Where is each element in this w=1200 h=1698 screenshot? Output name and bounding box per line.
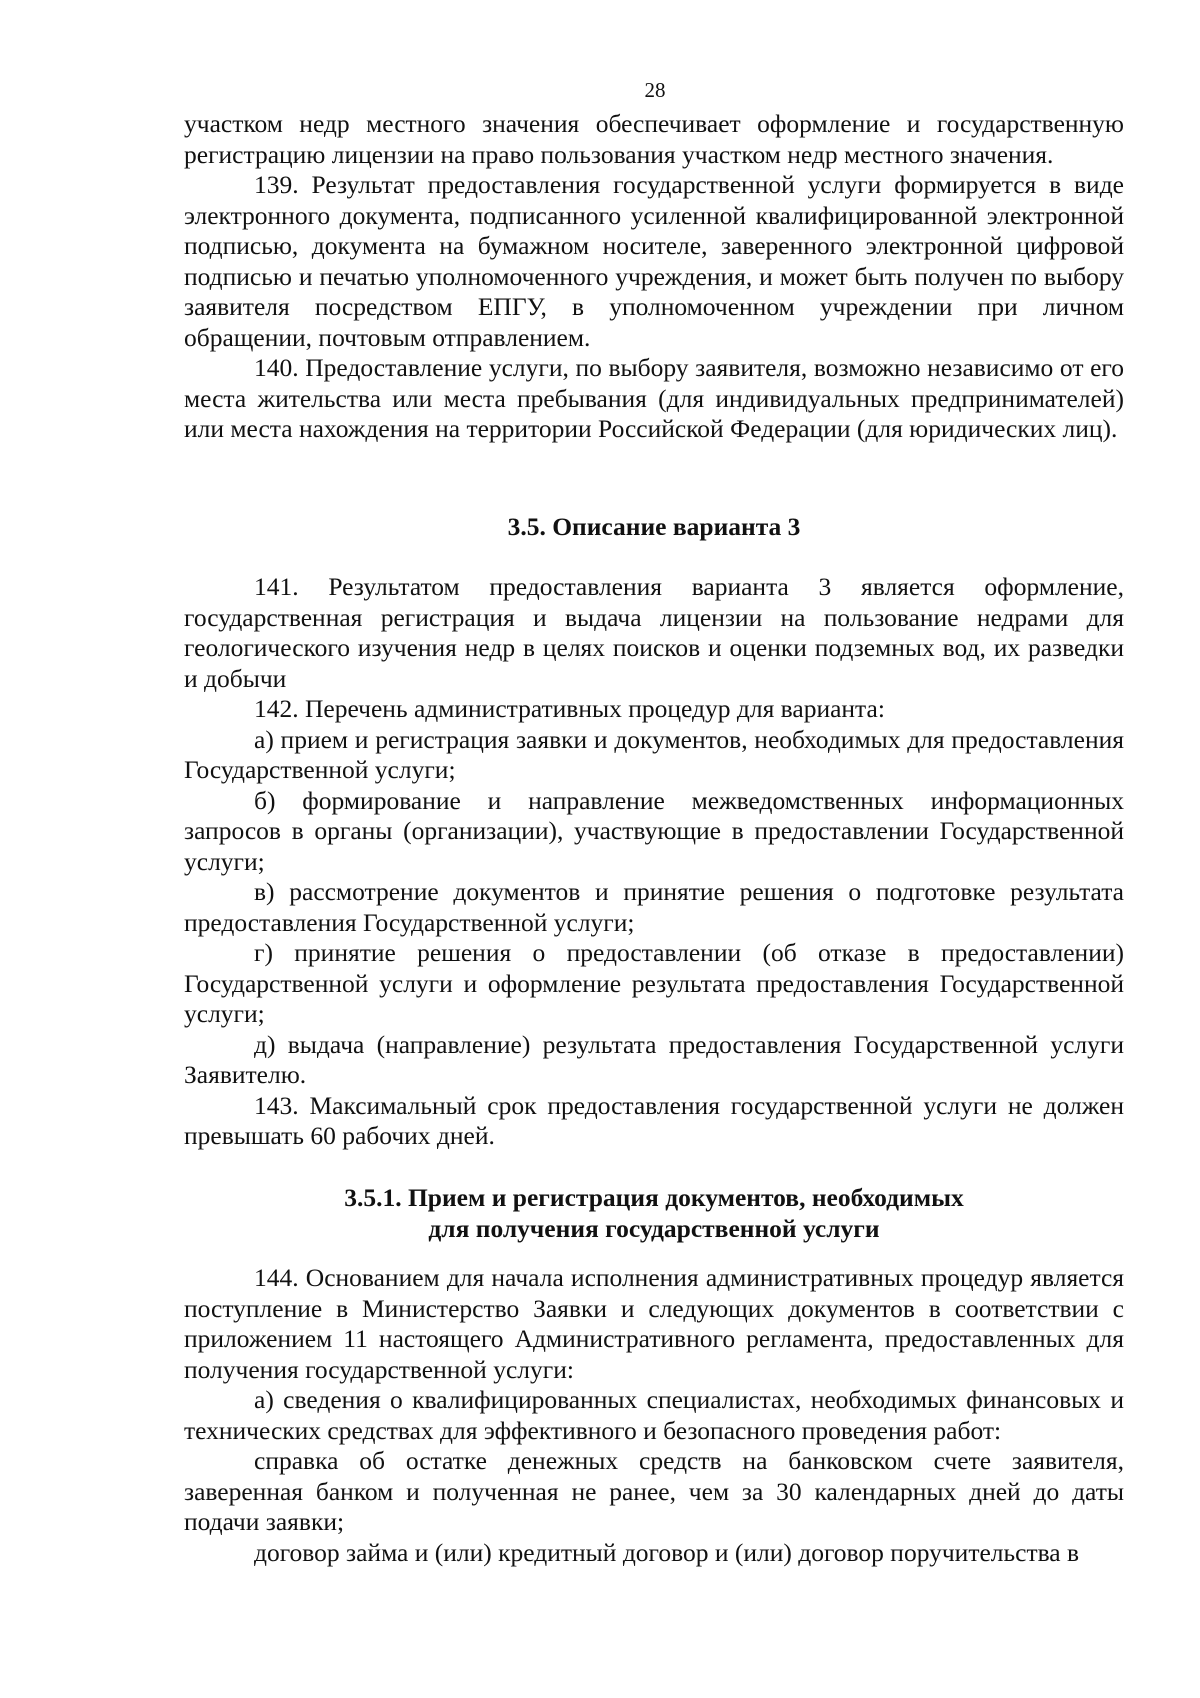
list-item-a: а) прием и регистрация заявки и документов, необходимых для предоставления Государственной услуги; [184,724,1124,784]
paragraph-140: 140. Предоставление услуги, по выбору заявителя, возможно независимо от его места жительства или места пребывания (для индивидуальных предпринимателей) или места нахождения на территории Российской Федерации (для юридических лиц). [184,353,1124,443]
heading-3-5-1 [184,1183,1124,1244]
paragraph-139: 139. Результат предоставления государственной услуги формируется в виде электронного документа, подписанного усиленной квалифицированной электронной подписью, документа на бумажном носителе, заверенного электронной цифровой подписью и печатью уполномоченного учреждения, и может быть получен по выбору заявителя посредством ЕПГУ, в уполномоченном учреждении при личном обращении, почтовым отправлением. [184,170,1124,352]
paragraph-spravka: справка об остатке денежных средств на банковском счете заявителя, заверенная банком и полученная не ранее, чем за 30 календарных дней до даты подачи заявки; [184,1446,1124,1536]
paragraph-dogovor: договор займа и (или) кредитный договор и (или) договор поручительства в [254,1537,1080,1567]
list-item-b: б) формирование и направление межведомственных информационных запросов в органы (организации), участвующие в предоставлении Государственной услуги; [184,785,1124,876]
paragraph-142: 142. Перечень административных процедур для варианта: [254,694,885,723]
list-item-v: в) рассмотрение документов и принятие решения о подготовке результата предоставления Государственной услуги; [184,877,1124,937]
heading-3-5-1-line-2: для получения государственной услуги [428,1213,880,1243]
section-3-4-ending [184,109,1124,445]
paragraph-144: 144. Основанием для начала исполнения административных процедур является поступление в Министерство Заявки и следующих документов в соответствии с приложением 11 настоящего Административного регламента, предоставленных для получения государственной услуги: [184,1263,1124,1384]
list-item-a-2: а) сведения о квалифицированных специалистах, необходимых финансовых и технических средствах для эффективного и безопасного проведения работ: [184,1385,1124,1445]
paragraph-143: 143. Максимальный срок предоставления государственной услуги не должен превышать 60 рабочих дней. [184,1090,1124,1150]
paragraph-continuation: участком недр местного значения обеспечивает оформление и государственную регистрацию лицензии на право пользования участком недр местного значения. [184,109,1124,169]
page-number: 28 [644,78,666,102]
paragraph-141: 141. Результатом предоставления варианта 3 является оформление, государственная регистрация и выдача лицензии на пользование недрами для геологического изучения недр в целях поисков и оценки подземных вод, их разведки и добычи [184,572,1124,693]
heading-3-5: 3.5. Описание варианта 3 [507,512,801,541]
list-item-d: д) выдача (направление) результата предоставления Государственной услуги Заявителю. [184,1029,1124,1089]
heading-3-5-1-line-1: 3.5.1. Прием и регистрация документов, необходимых [344,1183,964,1212]
section-3-5-body [184,572,1124,1152]
list-item-g: г) принятие решения о предоставлении (об отказе в предоставлении) Государственной услуги и оформление результата предоставления Государственной услуги; [184,938,1124,1028]
section-3-5-1-body [184,1263,1124,1568]
